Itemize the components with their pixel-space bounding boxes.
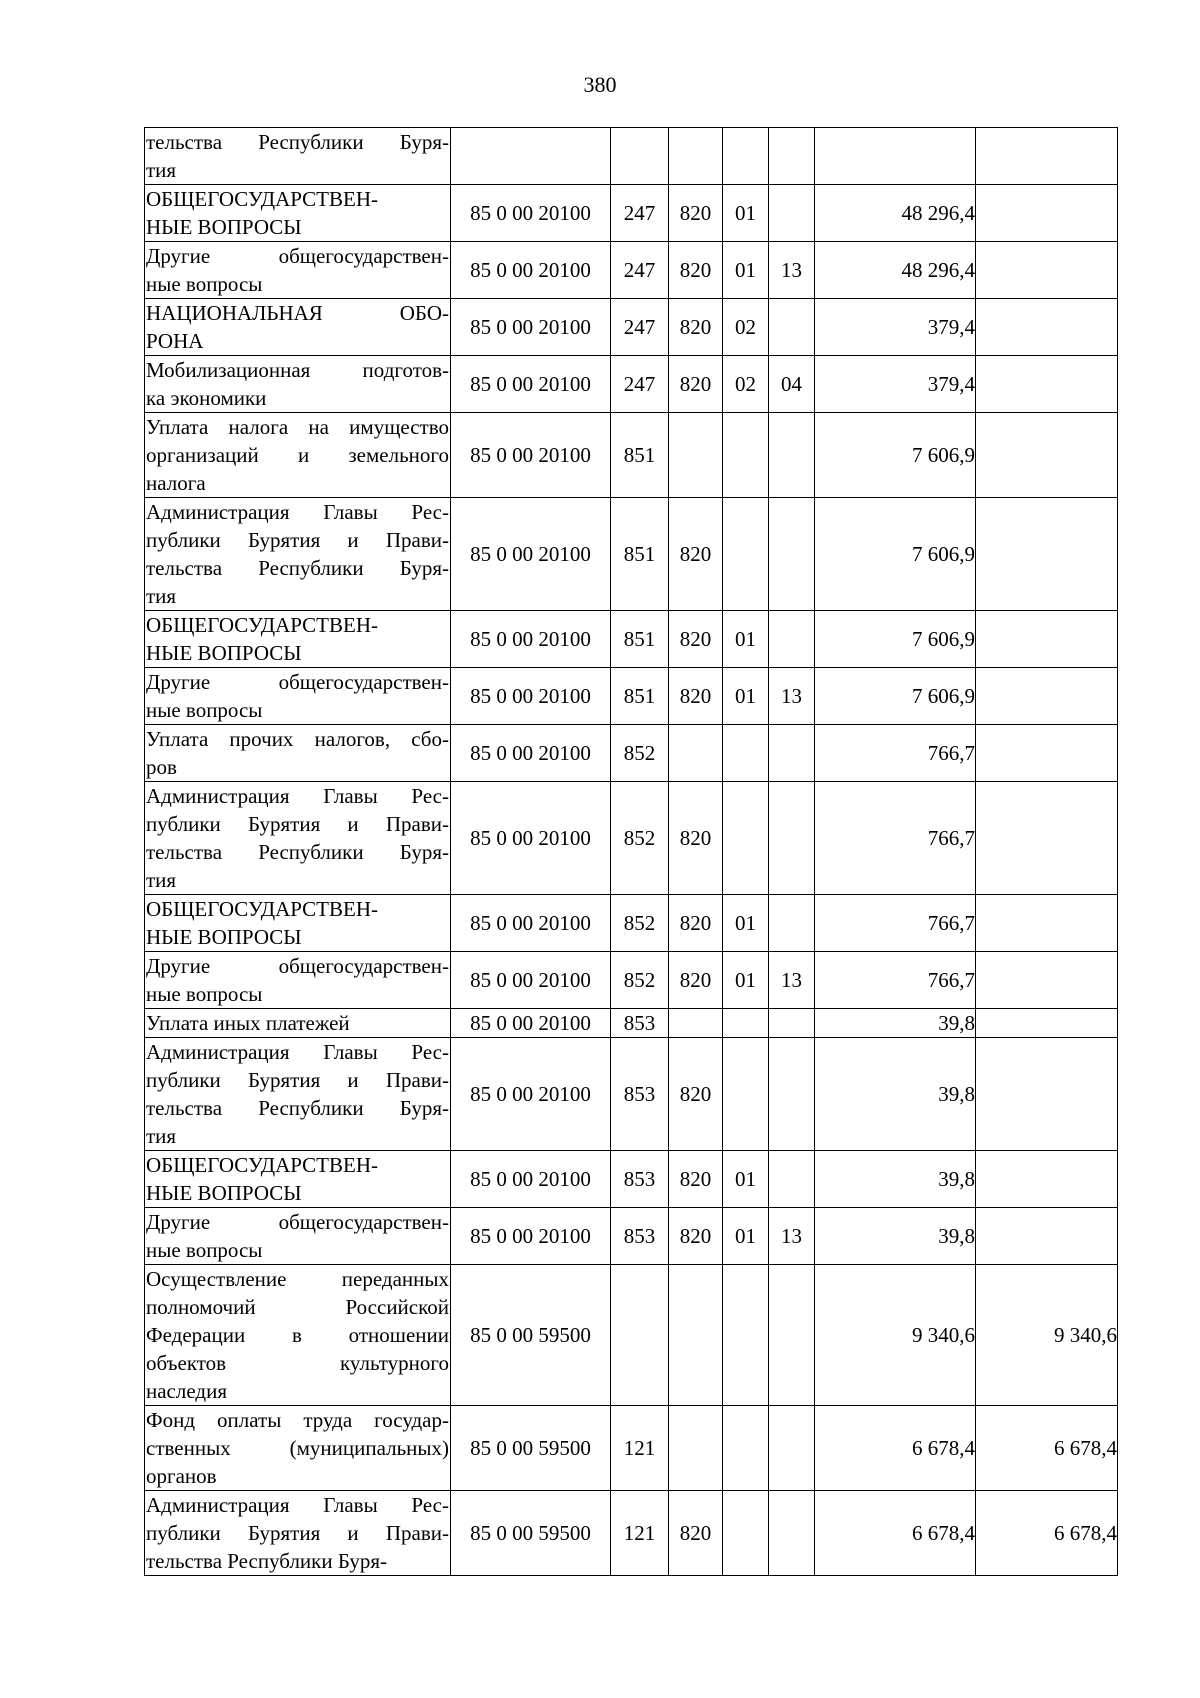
section-cell <box>723 1406 769 1491</box>
ministry-code-cell <box>669 128 723 185</box>
subsection-cell <box>769 498 815 611</box>
table-row <box>145 498 1118 611</box>
federal-amount-cell <box>976 611 1118 668</box>
target-article-cell: 85 0 00 59500 <box>451 1491 611 1576</box>
amount-cell <box>815 128 976 185</box>
expense-type-cell: 851 <box>611 611 669 668</box>
ministry-code-cell: 820 <box>669 498 723 611</box>
federal-amount-cell <box>976 242 1118 299</box>
table-row <box>145 413 1118 498</box>
table-row <box>145 668 1118 725</box>
ministry-code-cell: 820 <box>669 668 723 725</box>
subsection-cell: 13 <box>769 242 815 299</box>
expense-type-cell: 851 <box>611 498 669 611</box>
federal-amount-cell <box>976 413 1118 498</box>
section-cell: 01 <box>723 611 769 668</box>
federal-amount-cell: 6 678,4 <box>976 1406 1118 1491</box>
ministry-code-cell: 820 <box>669 611 723 668</box>
section-cell <box>723 1265 769 1406</box>
expense-type-cell: 853 <box>611 1208 669 1265</box>
ministry-code-cell <box>669 1009 723 1038</box>
subsection-cell <box>769 1491 815 1576</box>
expense-type-cell <box>611 128 669 185</box>
subsection-cell <box>769 128 815 185</box>
amount-cell: 39,8 <box>815 1009 976 1038</box>
row-name-cell: Другие общегосударствен- ные вопросы <box>145 952 451 1009</box>
ministry-code-cell: 820 <box>669 299 723 356</box>
row-name-cell: Осуществление переданных полномочий Российской Федерации в отношении объектов культурного наследия <box>145 1265 451 1406</box>
federal-amount-cell <box>976 185 1118 242</box>
section-cell <box>723 498 769 611</box>
ministry-code-cell: 820 <box>669 1038 723 1151</box>
target-article-cell: 85 0 00 20100 <box>451 185 611 242</box>
federal-amount-cell <box>976 498 1118 611</box>
table-row <box>145 299 1118 356</box>
target-article-cell: 85 0 00 20100 <box>451 895 611 952</box>
row-name-cell: ОБЩЕГОСУДАРСТВЕН- НЫЕ ВОПРОСЫ <box>145 895 451 952</box>
ministry-code-cell <box>669 1265 723 1406</box>
target-article-cell: 85 0 00 59500 <box>451 1265 611 1406</box>
table-row <box>145 1038 1118 1151</box>
target-article-cell <box>451 128 611 185</box>
expense-type-cell: 852 <box>611 895 669 952</box>
target-article-cell: 85 0 00 59500 <box>451 1406 611 1491</box>
expense-type-cell: 247 <box>611 299 669 356</box>
target-article-cell: 85 0 00 20100 <box>451 1038 611 1151</box>
ministry-code-cell: 820 <box>669 952 723 1009</box>
section-cell <box>723 782 769 895</box>
section-cell <box>723 1491 769 1576</box>
row-name-cell: Администрация Главы Рес- публики Бурятия и Прави- тельства Республики Буря- тия <box>145 782 451 895</box>
subsection-cell <box>769 611 815 668</box>
target-article-cell: 85 0 00 20100 <box>451 668 611 725</box>
expense-type-cell: 247 <box>611 356 669 413</box>
row-name-cell: Уплата иных платежей <box>145 1009 451 1038</box>
amount-cell: 9 340,6 <box>815 1265 976 1406</box>
target-article-cell: 85 0 00 20100 <box>451 1151 611 1208</box>
section-cell: 01 <box>723 952 769 1009</box>
ministry-code-cell: 820 <box>669 356 723 413</box>
federal-amount-cell <box>976 895 1118 952</box>
section-cell: 01 <box>723 668 769 725</box>
expense-type-cell: 853 <box>611 1038 669 1151</box>
expense-type-cell: 851 <box>611 668 669 725</box>
target-article-cell: 85 0 00 20100 <box>451 1208 611 1265</box>
federal-amount-cell <box>976 725 1118 782</box>
expense-type-cell: 852 <box>611 782 669 895</box>
federal-amount-cell <box>976 1038 1118 1151</box>
section-cell <box>723 1038 769 1151</box>
ministry-code-cell: 820 <box>669 782 723 895</box>
budget-table <box>144 127 1118 1576</box>
subsection-cell <box>769 725 815 782</box>
expense-type-cell: 853 <box>611 1151 669 1208</box>
table-row <box>145 611 1118 668</box>
expense-type-cell: 852 <box>611 725 669 782</box>
amount-cell: 766,7 <box>815 725 976 782</box>
ministry-code-cell <box>669 1406 723 1491</box>
federal-amount-cell <box>976 356 1118 413</box>
amount-cell: 766,7 <box>815 952 976 1009</box>
row-name-cell: Мобилизационная подготов- ка экономики <box>145 356 451 413</box>
amount-cell: 7 606,9 <box>815 668 976 725</box>
amount-cell: 766,7 <box>815 782 976 895</box>
expense-type-cell: 121 <box>611 1406 669 1491</box>
amount-cell: 39,8 <box>815 1038 976 1151</box>
row-name-cell: Другие общегосударствен- ные вопросы <box>145 1208 451 1265</box>
section-cell <box>723 1009 769 1038</box>
target-article-cell: 85 0 00 20100 <box>451 498 611 611</box>
target-article-cell: 85 0 00 20100 <box>451 242 611 299</box>
row-name-cell: НАЦИОНАЛЬНАЯ ОБО- РОНА <box>145 299 451 356</box>
section-cell <box>723 128 769 185</box>
federal-amount-cell <box>976 299 1118 356</box>
row-name-cell: Уплата прочих налогов, сбо- ров <box>145 725 451 782</box>
table-row <box>145 128 1118 185</box>
subsection-cell <box>769 1406 815 1491</box>
table-row <box>145 185 1118 242</box>
section-cell: 01 <box>723 1151 769 1208</box>
row-name-cell: ОБЩЕГОСУДАРСТВЕН- НЫЕ ВОПРОСЫ <box>145 611 451 668</box>
subsection-cell: 13 <box>769 952 815 1009</box>
federal-amount-cell <box>976 128 1118 185</box>
subsection-cell <box>769 782 815 895</box>
amount-cell: 766,7 <box>815 895 976 952</box>
section-cell: 01 <box>723 1208 769 1265</box>
subsection-cell <box>769 1151 815 1208</box>
table-row <box>145 782 1118 895</box>
ministry-code-cell <box>669 725 723 782</box>
ministry-code-cell: 820 <box>669 1208 723 1265</box>
subsection-cell: 13 <box>769 668 815 725</box>
row-name-cell: тельства Республики Буря- тия <box>145 128 451 185</box>
row-name-cell: Другие общегосударствен- ные вопросы <box>145 242 451 299</box>
federal-amount-cell: 6 678,4 <box>976 1491 1118 1576</box>
target-article-cell: 85 0 00 20100 <box>451 1009 611 1038</box>
expense-type-cell: 853 <box>611 1009 669 1038</box>
table-row <box>145 242 1118 299</box>
section-cell: 02 <box>723 356 769 413</box>
federal-amount-cell <box>976 668 1118 725</box>
ministry-code-cell: 820 <box>669 242 723 299</box>
table-row <box>145 1406 1118 1491</box>
expense-type-cell: 247 <box>611 242 669 299</box>
amount-cell: 48 296,4 <box>815 185 976 242</box>
table-row <box>145 356 1118 413</box>
section-cell: 01 <box>723 185 769 242</box>
subsection-cell <box>769 1038 815 1151</box>
target-article-cell: 85 0 00 20100 <box>451 725 611 782</box>
federal-amount-cell <box>976 782 1118 895</box>
amount-cell: 379,4 <box>815 299 976 356</box>
subsection-cell <box>769 413 815 498</box>
subsection-cell <box>769 1265 815 1406</box>
amount-cell: 7 606,9 <box>815 498 976 611</box>
ministry-code-cell: 820 <box>669 895 723 952</box>
row-name-cell: ОБЩЕГОСУДАРСТВЕН- НЫЕ ВОПРОСЫ <box>145 1151 451 1208</box>
subsection-cell <box>769 895 815 952</box>
table-row <box>145 1208 1118 1265</box>
target-article-cell: 85 0 00 20100 <box>451 356 611 413</box>
row-name-cell: Другие общегосударствен- ные вопросы <box>145 668 451 725</box>
subsection-cell: 13 <box>769 1208 815 1265</box>
amount-cell: 7 606,9 <box>815 413 976 498</box>
section-cell: 01 <box>723 242 769 299</box>
table-row <box>145 1265 1118 1406</box>
amount-cell: 6 678,4 <box>815 1491 976 1576</box>
page-number: 380 <box>583 72 617 97</box>
target-article-cell: 85 0 00 20100 <box>451 782 611 895</box>
amount-cell: 6 678,4 <box>815 1406 976 1491</box>
expense-type-cell: 247 <box>611 185 669 242</box>
subsection-cell <box>769 299 815 356</box>
row-name-cell: Администрация Главы Рес- публики Бурятия и Прави- тельства Республики Буря- тия <box>145 498 451 611</box>
federal-amount-cell <box>976 1009 1118 1038</box>
target-article-cell: 85 0 00 20100 <box>451 299 611 356</box>
expense-type-cell: 852 <box>611 952 669 1009</box>
federal-amount-cell <box>976 1208 1118 1265</box>
federal-amount-cell <box>976 952 1118 1009</box>
ministry-code-cell: 820 <box>669 1491 723 1576</box>
table-row <box>145 1151 1118 1208</box>
table-row <box>145 725 1118 782</box>
federal-amount-cell <box>976 1151 1118 1208</box>
amount-cell: 48 296,4 <box>815 242 976 299</box>
row-name-cell: Администрация Главы Рес- публики Бурятия и Прави- тельства Республики Буря- <box>145 1491 451 1576</box>
target-article-cell: 85 0 00 20100 <box>451 611 611 668</box>
table-row <box>145 1491 1118 1576</box>
row-name-cell: ОБЩЕГОСУДАРСТВЕН- НЫЕ ВОПРОСЫ <box>145 185 451 242</box>
section-cell: 02 <box>723 299 769 356</box>
target-article-cell: 85 0 00 20100 <box>451 413 611 498</box>
expense-type-cell: 851 <box>611 413 669 498</box>
table-row <box>145 1009 1118 1038</box>
amount-cell: 7 606,9 <box>815 611 976 668</box>
table-row <box>145 895 1118 952</box>
expense-type-cell <box>611 1265 669 1406</box>
ministry-code-cell <box>669 413 723 498</box>
amount-cell: 379,4 <box>815 356 976 413</box>
subsection-cell <box>769 1009 815 1038</box>
ministry-code-cell: 820 <box>669 1151 723 1208</box>
section-cell <box>723 413 769 498</box>
row-name-cell: Фонд оплаты труда государ- ственных (муниципальных) органов <box>145 1406 451 1491</box>
row-name-cell: Администрация Главы Рес- публики Бурятия и Прави- тельства Республики Буря- тия <box>145 1038 451 1151</box>
subsection-cell <box>769 185 815 242</box>
amount-cell: 39,8 <box>815 1151 976 1208</box>
table-row <box>145 952 1118 1009</box>
subsection-cell: 04 <box>769 356 815 413</box>
section-cell: 01 <box>723 895 769 952</box>
amount-cell: 39,8 <box>815 1208 976 1265</box>
federal-amount-cell: 9 340,6 <box>976 1265 1118 1406</box>
ministry-code-cell: 820 <box>669 185 723 242</box>
section-cell <box>723 725 769 782</box>
target-article-cell: 85 0 00 20100 <box>451 952 611 1009</box>
expense-type-cell: 121 <box>611 1491 669 1576</box>
row-name-cell: Уплата налога на имущество организаций и земельного налога <box>145 413 451 498</box>
